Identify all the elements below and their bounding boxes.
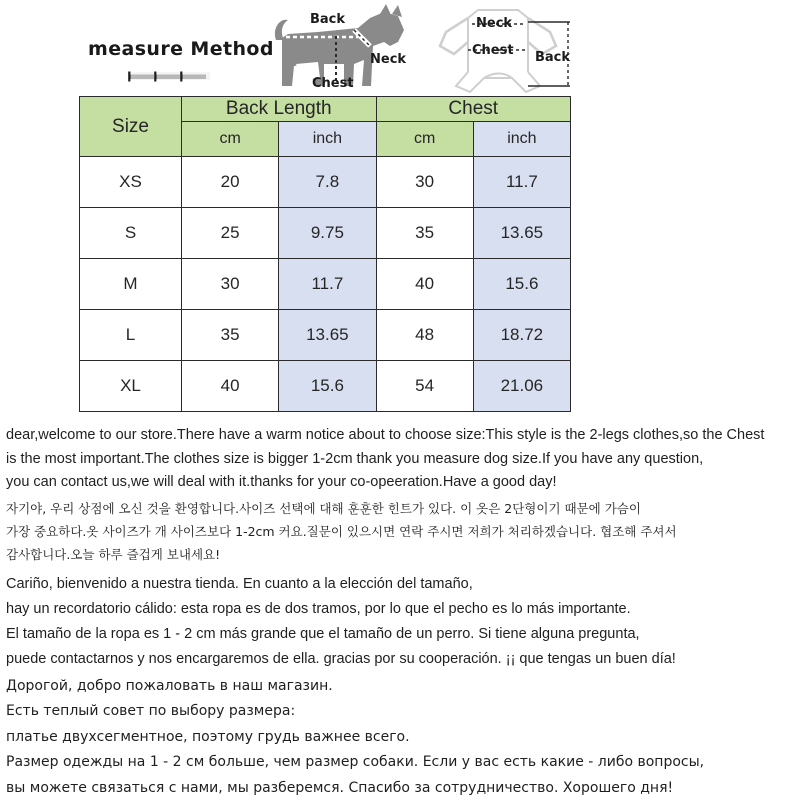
cell-chest-cm: 30 [376,157,473,208]
notice-line: 가장 중요하다.옷 사이즈가 개 사이즈보다 1-2cm 커요.질문이 있으시면 연락 주시면 저희가 처리하겠습니다. 협조해 주셔서 [6,520,794,543]
cell-back-cm: 20 [182,157,279,208]
cell-size: XL [80,361,182,412]
cell-back-cm: 25 [182,208,279,259]
dog-chest-label: Chest [312,76,354,91]
notice-russian [0,674,800,801]
notice-line: Дорогой, добро пожаловать в наш магазин. [6,674,794,700]
table-group-header-row [80,97,571,122]
notice-korean [0,497,800,566]
header-chest-cm: cm [376,122,473,157]
table-row [80,361,571,412]
dog-shirt-outline-icon [432,2,597,96]
notice-line: Cariño, bienvenido a nuestra tienda. En cuanto a la elección del tamaño, [6,572,794,597]
table-row [80,157,571,208]
notice-line: puede contactarnos y nos encargaremos de ella. gracias por su cooperación. ¡¡ que tengas un buen día! [6,647,794,672]
cell-size: S [80,208,182,259]
header-back-inch: inch [279,122,376,157]
cell-back-cm: 40 [182,361,279,412]
illustration-band [0,0,800,96]
cell-back-inch: 9.75 [279,208,376,259]
header-back-cm: cm [182,122,279,157]
notice-line: hay un recordatorio cálido: esta ropa es de dos tramos, por lo que el pecho es lo más importante. [6,597,794,622]
shirt-back-label: Back [535,50,570,65]
cell-chest-inch: 13.65 [473,208,570,259]
header-chest-inch: inch [473,122,570,157]
cell-back-inch: 7.8 [279,157,376,208]
notice-line: dear,welcome to our store.There have a warm notice about to choose size:This style is the 2-legs clothes,so the Chest [6,424,794,448]
notice-line: you can contact us,we will deal with it.thanks for your co-opeeration.Have a good day! [6,471,794,495]
cell-size: L [80,310,182,361]
notice-line: is the most important.The clothes size is bigger 1-2cm thank you measure dog size.If you have any question, [6,448,794,472]
cell-chest-cm: 48 [376,310,473,361]
header-size: Size [80,97,182,157]
notice-line: Есть теплый совет по выбору размера: [6,699,794,725]
notice-english [0,424,800,495]
header-back-length: Back Length [182,97,377,122]
cell-size: XS [80,157,182,208]
notice-line: вы можете связаться с нами, мы разберемся. Спасибо за сотрудничество. Хорошего дня! [6,776,794,801]
cell-back-inch: 13.65 [279,310,376,361]
notice-line: платье двухсегментное, поэтому грудь важнее всего. [6,725,794,751]
table-row [80,310,571,361]
notice-text-area [0,424,800,801]
table-row [80,259,571,310]
size-chart-table [79,96,571,412]
table-row [80,208,571,259]
cell-chest-inch: 18.72 [473,310,570,361]
dog-back-label: Back [310,12,345,27]
notice-spanish [0,572,800,672]
cell-size: M [80,259,182,310]
cell-back-inch: 11.7 [279,259,376,310]
header-chest: Chest [376,97,571,122]
cell-back-cm: 35 [182,310,279,361]
cell-chest-inch: 21.06 [473,361,570,412]
cell-chest-inch: 11.7 [473,157,570,208]
notice-line: Размер одежды на 1 - 2 см больше, чем размер собаки. Если у вас есть какие - либо вопросы, [6,750,794,776]
dog-neck-label: Neck [370,52,406,67]
cell-chest-cm: 54 [376,361,473,412]
cell-chest-cm: 35 [376,208,473,259]
notice-line: El tamaño de la ropa es 1 - 2 cm más grande que el tamaño de un perro. Si tiene alguna pregunta, [6,622,794,647]
cell-back-cm: 30 [182,259,279,310]
notice-line: 자기야, 우리 상점에 오신 것을 환영합니다.사이즈 선택에 대해 훈훈한 힌트가 있다. 이 옷은 2단형이기 때문에 가슴이 [6,497,794,520]
cell-chest-inch: 15.6 [473,259,570,310]
dog-silhouette-icon [258,2,418,96]
shirt-chest-label: Chest [472,43,514,58]
notice-line: 감사합니다.오늘 하루 즐겁게 보내세요! [6,543,794,566]
shirt-neck-label: Neck [476,16,512,31]
cell-chest-cm: 40 [376,259,473,310]
cell-back-inch: 15.6 [279,361,376,412]
tape-measure-icon [128,70,210,83]
page-title: measure Method [88,38,274,60]
